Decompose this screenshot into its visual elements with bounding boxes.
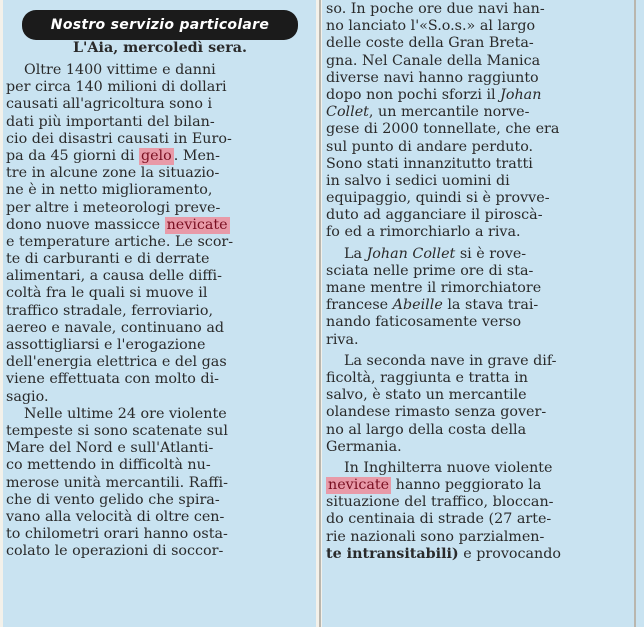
text-segment: Collet: [326, 104, 369, 121]
text-line: [326, 246, 632, 263]
text-segment: salvo, è stato un mercantile: [326, 387, 527, 404]
text-segment: te di carburanti e di derrate: [6, 251, 210, 268]
text-segment: Abeille: [392, 297, 443, 314]
text-line: [6, 543, 314, 560]
text-segment: , un mercantile norve-: [368, 104, 530, 121]
text-line: [326, 332, 632, 349]
text-line: [326, 477, 632, 494]
text-segment: alimentari, a causa delle diffi-: [6, 268, 222, 285]
text-line: [6, 475, 314, 492]
text-line: [326, 70, 632, 87]
text-line: [6, 440, 314, 457]
text-line: [326, 404, 632, 421]
text-segment: merose unità mercantili. Raffi-: [6, 474, 228, 491]
text-line: [6, 423, 314, 440]
text-segment: tre in alcune zone la situazio-: [6, 165, 220, 182]
text-segment: In Inghilterra nuove violente: [344, 459, 553, 476]
text-line: [326, 314, 632, 331]
text-line: [6, 79, 314, 96]
text-segment: la stava trai-: [442, 297, 539, 314]
left-column-body: [6, 62, 314, 560]
text-segment: nevicate: [166, 216, 228, 233]
text-line: [326, 139, 632, 156]
text-segment: do centinaia di strade (27 arte-: [326, 511, 552, 528]
text-line: [6, 165, 314, 182]
right-column-body: [326, 1, 632, 563]
text-line: [6, 492, 314, 509]
text-line: [6, 389, 314, 406]
text-line: [326, 387, 632, 404]
text-segment: Johan: [500, 86, 542, 103]
text-segment: dati più importanti del bilan-: [6, 113, 215, 130]
text-segment: co mettendo in difficoltà nu-: [6, 457, 211, 474]
text-line: [326, 494, 632, 511]
next-column-background: [636, 0, 644, 627]
text-segment: Sono stati innanzitutto tratti: [326, 155, 533, 172]
text-segment: coltà fra le quali si muove il: [6, 285, 208, 302]
text-line: [326, 439, 632, 456]
text-segment: ne è in netto miglioramento,: [6, 182, 213, 199]
text-segment: mane mentre il rimorchiatore: [326, 280, 542, 296]
text-segment: duto ad agganciare il piroscà-: [326, 207, 543, 224]
text-segment: La: [344, 245, 367, 262]
text-segment: per circa 140 milioni di dollari: [6, 79, 227, 96]
text-segment: nevicate: [328, 477, 390, 494]
text-line: [6, 320, 314, 337]
text-line: [6, 251, 314, 268]
text-line: [6, 406, 314, 423]
text-segment: diverse navi hanno raggiunto: [326, 69, 539, 86]
dateline: [6, 40, 314, 57]
text-line: [6, 62, 314, 79]
text-segment: . Men-: [173, 147, 220, 164]
column-divider: [319, 0, 321, 627]
text-segment: no al largo della costa della: [326, 421, 527, 438]
text-line: [326, 173, 632, 190]
text-segment: assottigliarsi e l'erogazione: [6, 337, 206, 353]
text-line: [6, 182, 314, 199]
text-segment: so. In poche ore due navi han-: [326, 1, 545, 17]
section-banner: [22, 10, 298, 40]
text-segment: delle coste della Gran Breta-: [326, 35, 534, 52]
text-segment: cio dei disastri causati in Euro-: [6, 130, 232, 147]
text-segment: riva.: [326, 331, 359, 348]
text-segment: che di vento gelido che spira-: [6, 491, 220, 508]
text-segment: La seconda nave in grave dif-: [344, 352, 557, 369]
next-column-edge: [636, 0, 644, 627]
text-line: [6, 114, 314, 131]
text-line: [326, 546, 632, 563]
text-line: [6, 526, 314, 543]
text-line: [6, 457, 314, 474]
text-segment: sciata nelle prime ore di sta-: [326, 262, 534, 279]
text-line: [6, 354, 314, 371]
text-segment: situazione del traffico, bloccan-: [326, 494, 554, 511]
text-segment: sul punto di andare perduto.: [326, 138, 534, 155]
text-line: [326, 224, 632, 241]
text-segment: francese: [326, 297, 393, 314]
text-segment: gna. Nel Canale della Manica: [326, 52, 541, 69]
text-segment: nando faticosamente verso: [326, 314, 522, 331]
text-segment: hanno peggiorato la: [391, 477, 542, 494]
text-segment: no lanciato l'«S.o.s.» al largo: [326, 18, 536, 35]
text-segment: vano alla velocità di oltre cen-: [6, 508, 225, 525]
text-segment: Johan Collet: [366, 245, 456, 262]
text-segment: Mare del Nord e sull'Atlanti-: [6, 440, 214, 457]
text-line: [6, 337, 314, 354]
text-line: [6, 200, 314, 217]
text-segment: sagio.: [6, 388, 49, 405]
text-segment: dopo non pochi sforzi il: [326, 86, 501, 103]
text-segment: causati all'agricoltura sono i: [6, 96, 213, 113]
text-line: [6, 217, 314, 234]
text-segment: colato le operazioni di soccor-: [6, 543, 224, 560]
text-line: [326, 1, 632, 18]
dateline-text: L'Aia, mercoledì sera.: [72, 40, 248, 56]
text-segment: viene effettuata con molto di-: [6, 371, 219, 388]
text-line: [326, 35, 632, 52]
text-segment: aereo e navale, continuano ad: [6, 319, 225, 336]
right-column: [322, 0, 634, 627]
text-line: [6, 371, 314, 388]
text-line: [326, 529, 632, 546]
text-line: [326, 263, 632, 280]
text-line: [6, 268, 314, 285]
text-line: [326, 156, 632, 173]
text-segment: e provocando: [458, 545, 562, 562]
text-line: [326, 297, 632, 314]
text-segment: gelo: [140, 147, 172, 164]
text-line: [326, 511, 632, 528]
text-segment: gese di 2000 tonnellate, che era: [326, 121, 560, 138]
section-banner-label: Nostro servizio particolare: [50, 17, 270, 33]
text-line: [6, 285, 314, 302]
text-line: [6, 303, 314, 320]
text-segment: ficoltà, raggiunta e tratta in: [326, 369, 528, 386]
text-line: [326, 460, 632, 477]
text-line: [326, 422, 632, 439]
text-segment: equipaggio, quindi si è provve-: [326, 190, 550, 207]
text-segment: Germania.: [326, 438, 402, 455]
text-segment: fo ed a rimorchiarlo a riva.: [326, 224, 521, 241]
text-line: [326, 207, 632, 224]
text-line: [326, 353, 632, 370]
text-line: [6, 96, 314, 113]
text-line: [6, 148, 314, 165]
text-line: [6, 131, 314, 148]
text-segment: si è rove-: [455, 245, 527, 262]
text-segment: e temperature artiche. Le scor-: [6, 233, 234, 250]
text-line: [326, 87, 632, 104]
text-segment: olandese rimasto senza gover-: [326, 404, 547, 421]
text-line: [326, 104, 632, 121]
text-line: [6, 234, 314, 251]
text-segment: te intransitabili): [326, 545, 459, 562]
text-line: [326, 190, 632, 207]
text-segment: rie nazionali sono parzialmen-: [326, 528, 545, 545]
text-segment: per altre i meteorologi preve-: [6, 199, 221, 216]
text-segment: in salvo i sedici uomini di: [326, 172, 510, 189]
text-segment: tempeste si sono scatenate sul: [6, 422, 228, 439]
left-column: [0, 0, 318, 627]
text-line: [6, 509, 314, 526]
text-segment: pa da 45 giorni di: [6, 147, 139, 164]
text-line: [326, 53, 632, 70]
text-segment: Nelle ultime 24 ore violente: [24, 405, 227, 422]
text-segment: dell'energia elettrica e del gas: [6, 354, 227, 371]
text-line: [326, 280, 632, 297]
text-segment: dono nuove massicce: [6, 216, 165, 233]
text-segment: Oltre 1400 vittime e danni: [24, 62, 216, 78]
text-segment: traffico stradale, ferroviario,: [6, 302, 213, 319]
text-line: [326, 121, 632, 138]
text-segment: to chilometri orari hanno osta-: [6, 526, 228, 543]
text-line: [326, 18, 632, 35]
text-line: [326, 370, 632, 387]
